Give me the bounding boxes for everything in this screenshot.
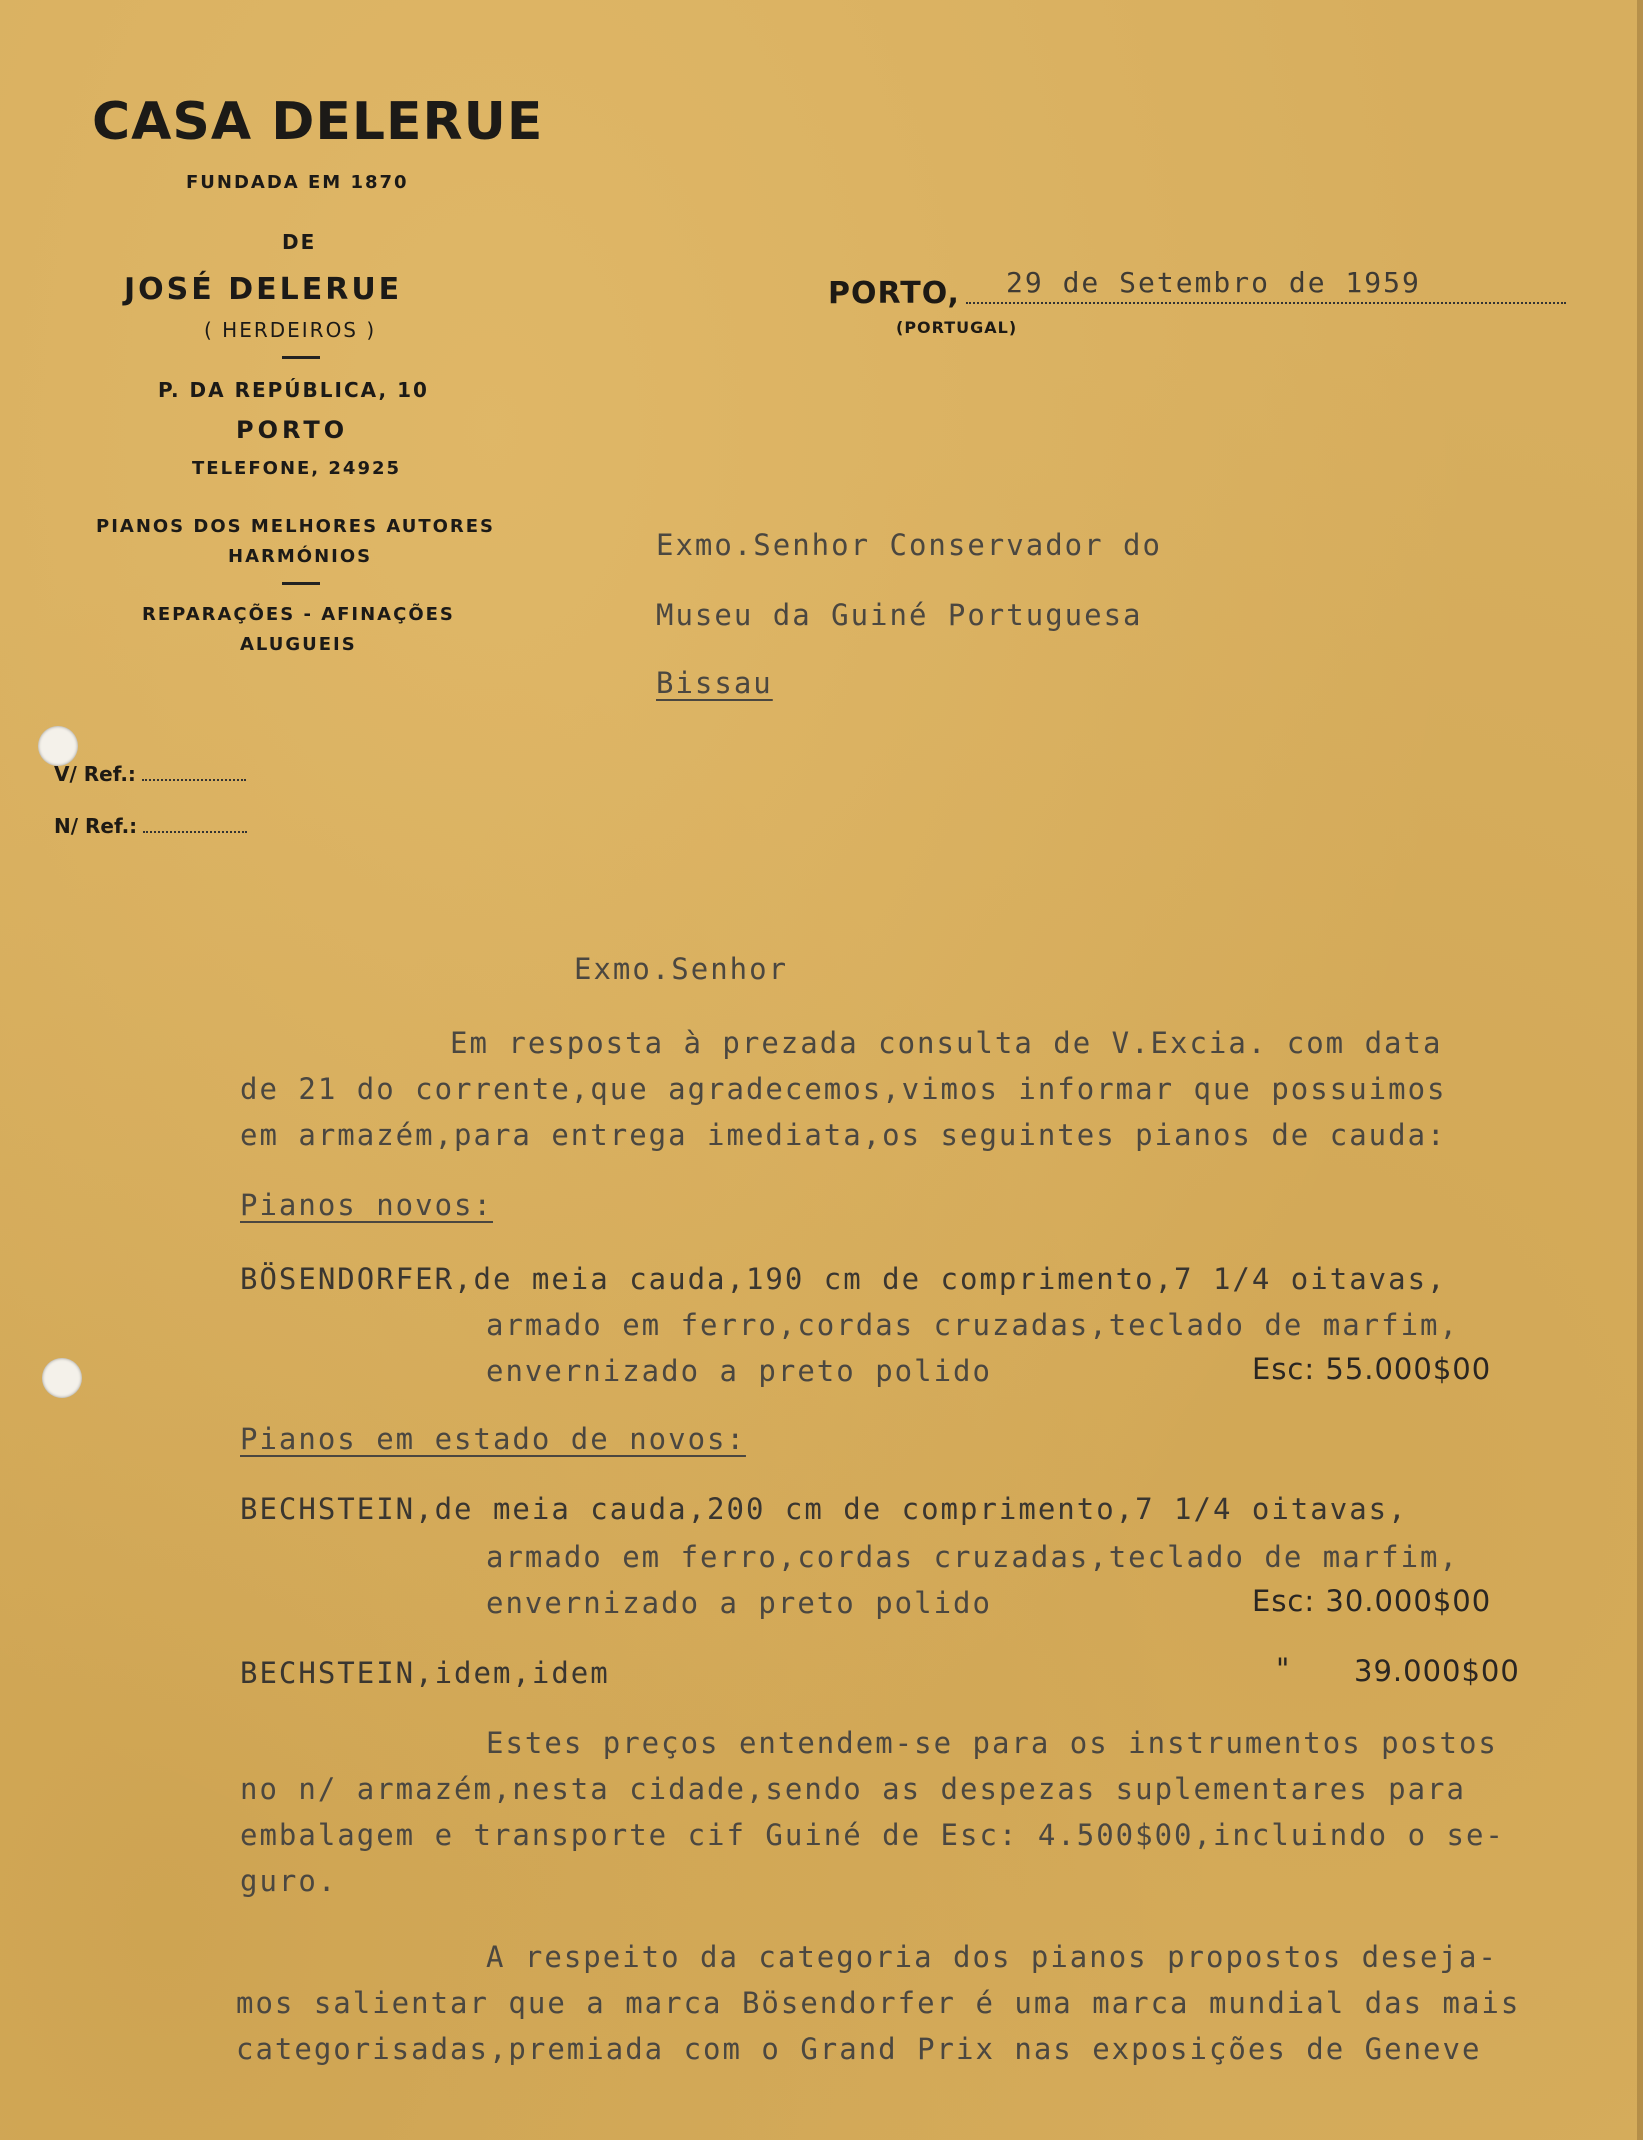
paragraph-1-line-3: em armazém,para entrega imediata,os seguintes pianos de cauda: xyxy=(240,1118,1447,1152)
paragraph-2-line-1: Estes preços entendem-se para os instrumentos postos xyxy=(486,1726,1498,1760)
item-1-line-2: armado em ferro,cordas cruzadas,teclado de marfim, xyxy=(486,1308,1459,1342)
paragraph-2-line-2: no n/ armazém,nesta cidade,sendo as despezas suplementares para xyxy=(240,1772,1466,1806)
reference-blank xyxy=(142,779,246,781)
services-line-4: ALUGUEIS xyxy=(240,634,357,655)
owner-name: JOSÉ DELERUE xyxy=(124,272,403,307)
our-reference xyxy=(54,814,247,838)
item-3-price: 39.000$00 xyxy=(1354,1654,1520,1688)
letter-date: 29 de Setembro de 1959 xyxy=(966,266,1566,304)
paragraph-3-line-3: categorisadas,premiada com o Grand Prix nas exposições de Geneve xyxy=(236,2032,1482,2066)
salutation: Exmo.Senhor xyxy=(574,952,789,986)
item-2-line-2: armado em ferro,cordas cruzadas,teclado de marfim, xyxy=(486,1540,1459,1574)
recipient-line-1: Exmo.Senhor Conservador do xyxy=(656,528,1162,562)
heading-new-pianos: Pianos novos: xyxy=(240,1188,493,1222)
punch-hole xyxy=(38,726,78,766)
our-reference-label: N/ Ref.: xyxy=(54,814,138,838)
punch-hole xyxy=(42,1358,82,1398)
item-2-price: Esc: 30.000$00 xyxy=(1252,1584,1492,1618)
item-3-ditto: " xyxy=(1276,1652,1291,1686)
item-3-line: BECHSTEIN,idem,idem xyxy=(240,1656,610,1690)
city-line: PORTO xyxy=(236,416,349,444)
paragraph-1-line-2: de 21 do corrente,que agradecemos,vimos informar que possuimos xyxy=(240,1072,1447,1106)
divider xyxy=(282,356,320,359)
place-city: PORTO, xyxy=(828,276,960,311)
paragraph-2-line-3: embalagem e transporte cif Guiné de Esc: 4.500$00,incluindo o se- xyxy=(240,1818,1505,1852)
services-line-1: PIANOS DOS MELHORES AUTORES xyxy=(96,516,496,537)
phone-line: TELEFONE, 24925 xyxy=(192,458,402,479)
reference-blank xyxy=(143,831,247,833)
heirs-line: ( HERDEIROS ) xyxy=(204,318,377,342)
paragraph-3-line-1: A respeito da categoria dos pianos propostos deseja- xyxy=(486,1940,1498,1974)
de-line: DE xyxy=(282,230,317,254)
item-1-price: Esc: 55.000$00 xyxy=(1252,1352,1492,1386)
divider xyxy=(282,582,320,585)
your-reference xyxy=(54,762,246,786)
founded-line: FUNDADA EM 1870 xyxy=(186,172,409,193)
paper-edge xyxy=(1637,0,1643,2140)
heading-used-pianos: Pianos em estado de novos: xyxy=(240,1422,746,1456)
your-reference-label: V/ Ref.: xyxy=(54,762,136,786)
place-country: (PORTUGAL) xyxy=(896,318,1018,337)
item-1-line-1: BÖSENDORFER,de meia cauda,190 cm de comprimento,7 1/4 oitavas, xyxy=(240,1262,1447,1296)
item-1-line-3: envernizado a preto polido xyxy=(486,1354,992,1388)
paragraph-3-line-2: mos salientar que a marca Bösendorfer é uma marca mundial das mais xyxy=(236,1986,1521,2020)
recipient-line-2: Museu da Guiné Portuguesa xyxy=(656,598,1143,632)
paragraph-1-line-1: Em resposta à prezada consulta de V.Excia. com data xyxy=(450,1026,1443,1060)
recipient-line-3: Bissau xyxy=(656,666,773,700)
item-2-line-1: BECHSTEIN,de meia cauda,200 cm de comprimento,7 1/4 oitavas, xyxy=(240,1492,1408,1526)
services-line-3: REPARAÇÕES - AFINAÇÕES xyxy=(142,604,455,625)
item-2-line-3: envernizado a preto polido xyxy=(486,1586,992,1620)
paragraph-2-line-4: guro. xyxy=(240,1864,338,1898)
services-line-2: HARMÓNIOS xyxy=(228,546,373,567)
company-name: CASA DELERUE xyxy=(92,92,544,152)
address-line: P. DA REPÚBLICA, 10 xyxy=(158,378,429,402)
